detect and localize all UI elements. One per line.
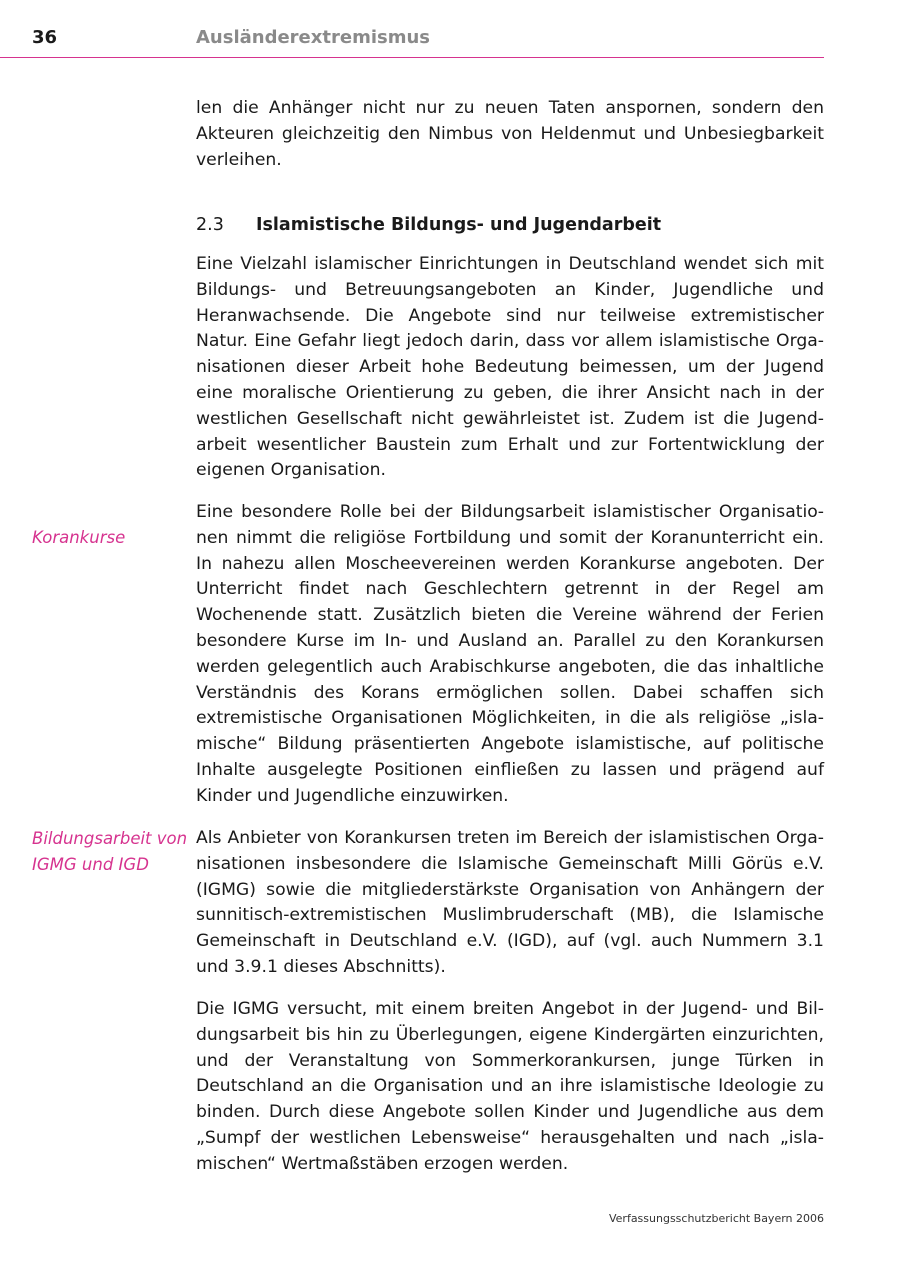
section-title: Islamistische Bildungs- und Jugendarbeit [256,215,662,235]
margin-note-bildungsarbeit: Bildungsarbeit von IGMG und IGD [32,829,188,874]
paragraph-anbieter: Als Anbieter von Korankursen treten im Bereich der islamistischen Organisationen insbesondere die Islamische Gemeinschaft Milli Görüs e.V. (IGMG) sowie die mitgliederstärkste Organisation von Anhängern der sunnitisch-extremistischen Muslimbruderschaft (MB), die Islamische Gemeinschaft in Deutschland e.V. (IGD), auf (vgl. auch Nummern 3.1 und 3.9.1 dieses Abschnitts). [196,828,824,977]
page-header [0,0,824,58]
paragraph-continuation: len die Anhänger nicht nur zu neuen Taten anspornen, sondern den Akteuren gleichzeitig den Nimbus von Heldenmut und Unbesiegbarkeit verleihen. [196,98,824,170]
margin-note-korankurse: Korankurse [32,528,126,547]
paragraph-igmg: Die IGMG versucht, mit einem breiten Angebot in der Jugend- und Bildungsarbeit bis hin zu Überlegungen, eigene Kindergärten einzurichten, und der Veranstaltung von Sommerkorankursen, junge Türken in Deutschland an die Organisation und an ihre islamistische Ideologie zu binden. Durch diese Angebote sollen Kinder und Jugendliche aus dem „Sumpf der westlichen Lebensweise“ herausgehalten und nach „islamischen“ Wertmaßstäben erzogen werden. [196,999,824,1174]
paragraph-intro: Eine Vielzahl islamischer Einrichtungen in Deutschland wendet sich mit Bildungs- und Betreuungsangeboten an Kinder, Jugendliche und Heranwachsende. Die Angebote sind nur teilweise extremistischer Natur. Eine Gefahr liegt jedoch darin, dass vor allem islamistische Organisationen dieser Arbeit hohe Bedeutung beimessen, um der Jugend eine moralische Orientierung zu geben, die ihrer Ansicht nach in der westlichen Gesellschaft nicht gewährleistet ist. Zudem ist die Jugendarbeit wesentlicher Baustein zum Erhalt und zur Fortentwicklung der eigenen Organisation. [196,254,824,481]
page-footer: Verfassungsschutzbericht Bayern 2006 [608,1212,824,1225]
page-number: 36 [32,27,58,48]
section-number: 2.3 [196,215,224,235]
paragraph-korankurse: Eine besondere Rolle bei der Bildungsarbeit islamistischer Organisationen nimmt die religiöse Fortbildung und somit der Koranunterricht ein. In nahezu allen Moscheevereinen werden Korankurse angeboten. Der Unterricht findet nach Geschlechtern getrennt in der Regel am Wochenende statt. Zusätzlich bieten die Vereine während der Ferien besondere Kurse im In- und Ausland an. Parallel zu den Korankursen werden gelegentlich auch Arabischkurse angeboten, die das inhaltliche Verständnis des Korans ermöglichen sollen. Dabei schaffen sich extremistische Organisationen Möglichkeiten, in die als religiöse „islamische“ Bildung präsentierten Angebote islamistische, auf politische Inhalte ausgelegte Positionen einfließen zu lassen und prägend auf Kinder und Jugendliche einzuwirken. [196,502,824,806]
section-heading [196,212,824,238]
chapter-title: Ausländerextremismus [196,27,430,48]
